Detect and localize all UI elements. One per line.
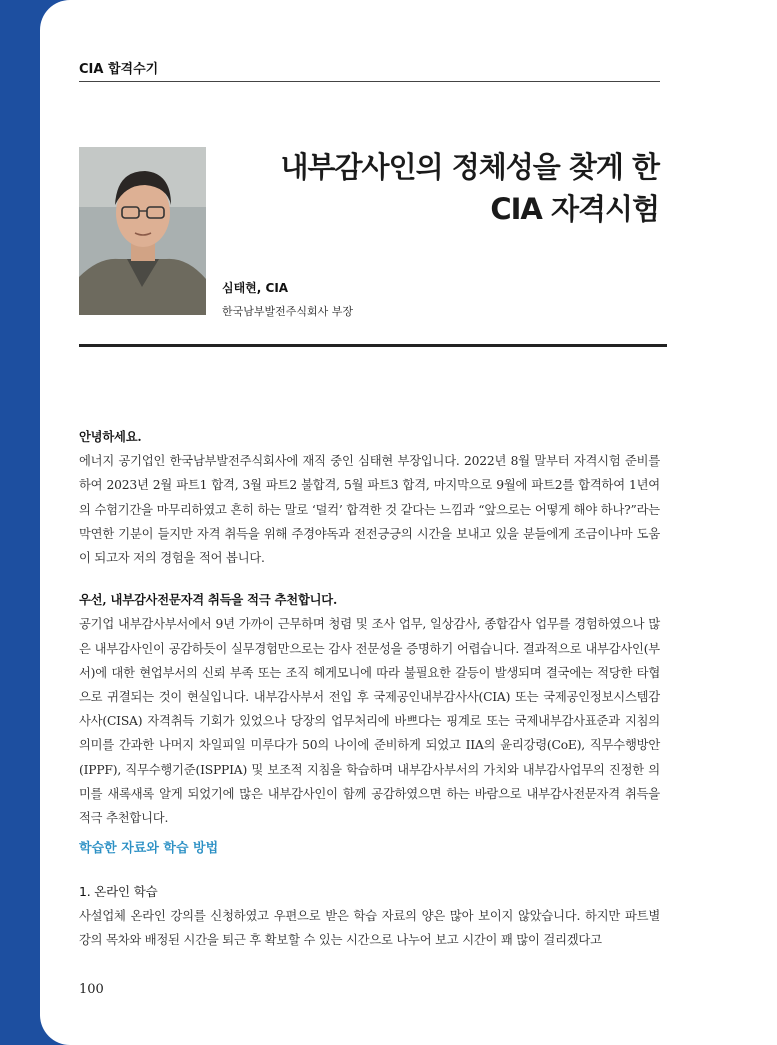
author-photo bbox=[79, 147, 206, 315]
title-line-1: 내부감사인의 정체성을 찾게 한 bbox=[280, 150, 659, 184]
item1-text: 사설업체 온라인 강의를 신청하였고 우편으로 받은 학습 자료의 양은 많아 보이지 않았습니다. 하지만 파트별 강의 목차와 배정된 시간을 퇴근 후 확보할 수 있는 시간으로 나누어 보고 시간이 꽤 많이 걸리겠다고 bbox=[79, 909, 660, 948]
paragraph-gap bbox=[79, 570, 660, 588]
author-affiliation: 한국남부발전주식회사 부장 bbox=[222, 305, 354, 318]
page-number: 100 bbox=[79, 982, 104, 997]
recommend-paragraph: 공기업 내부감사부서에서 9년 가까이 근무하며 청렴 및 조사 업무, 일상감사, 종합감사 업무를 경험하였으나 많은 내부감사인이 공감하듯이 실무경험만으로는 감사 전문성을 증명하기 어렵습니다. 결과적으로 내부감사인(부서)에 대한 현업부서의 신뢰 부족 또는 조직 헤게모니에 따라 불필요한 갈등이 발생되며 결국에는 적당한 타협으로 귀결되는 것이 현실입니다. 내부감사부서 전입 후 국제공인내부감사사(CIA) 또는 국제공인정보시스템감사사(CISA) 자격취득 기회가 있었으나 당장의 업무처리에 바쁘다는 핑계로 또는 국제내부감사표준과 지침의 의미를 간과한 나머지 차일피일 미루다가 50의 나이에 준비하게 되었고 IIA의 윤리강령(CoE), 직무수행방안(IPPF), 직무수행기준(ISPPIA) 및 보조적 지침을 학습하며 내부감사부서의 가치와 내부감사업무의 진정한 의미를 새록새록 알게 되었기에 많은 내부감사인이 함께 공감하였으면 하는 바람으로 내부감사전문자격 취득을 적극 추천합니다. bbox=[79, 617, 660, 826]
recommend-heading: 우선, 내부감사전문자격 취득을 적극 추천합니다. bbox=[79, 592, 338, 608]
title-divider bbox=[79, 344, 667, 347]
author-name: 심태현, CIA bbox=[222, 281, 289, 295]
portrait-photo bbox=[79, 147, 206, 315]
article-title bbox=[281, 146, 659, 230]
greeting: 안녕하세요. bbox=[79, 429, 142, 444]
study-heading: 학습한 자료와 학습 방법 bbox=[79, 841, 219, 856]
item1-title: 1. 온라인 학습 bbox=[79, 884, 158, 899]
intro-paragraph: 에너지 공기업인 한국남부발전주식회사에 재직 중인 심태현 부장입니다. 2022년 8월 말부터 자격시험 준비를 하여 2023년 2월 파트1 합격, 3월 파트2 불합격, 5월 파트3 합격, 마지막으로 9월에 파트2를 합격하여 1년여의 수험기간을 마무리하였고 흔히 하는 말로 ‘덜컥’ 합격한 것 같다는 느낌과 “앞으로는 어떻게 해야 하나?”라는 막연한 기분이 들지만 자격 취득을 위해 주경야독과 전전긍긍의 시간을 보내고 있을 분들에게 조금이나마 도움이 되고자 저의 경험을 적어 봅니다. bbox=[79, 454, 660, 566]
study-body bbox=[79, 880, 660, 953]
article-body bbox=[79, 425, 660, 830]
header-divider bbox=[79, 81, 660, 82]
title-line-2: CIA 자격시험 bbox=[490, 192, 659, 226]
section-label: CIA 합격수기 bbox=[79, 62, 159, 77]
